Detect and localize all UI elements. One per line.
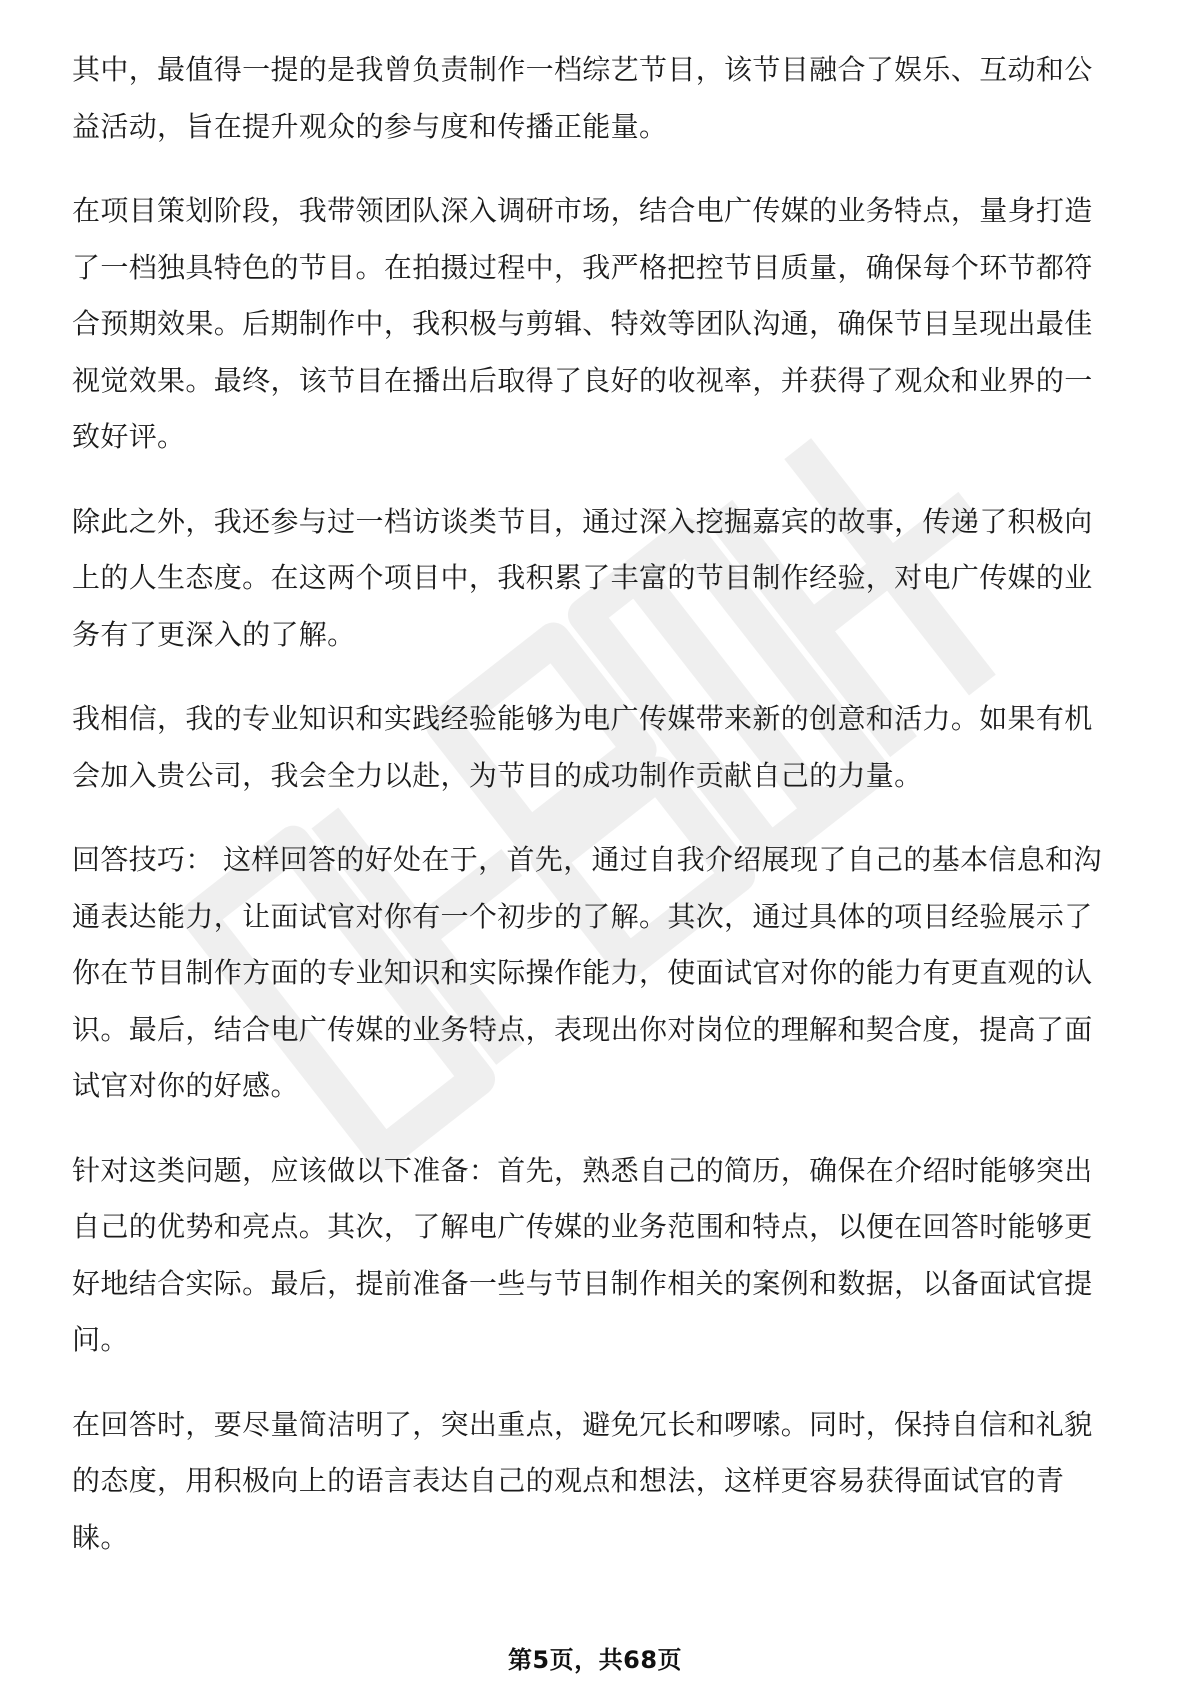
page-number: 第5页，共68页	[507, 1646, 683, 1674]
paragraph: 其中，最值得一提的是我曾负责制作一档综艺节目，该节目融合了娱乐、互动和公益活动，旨在提升观众的参与度和传播正能量。	[72, 53, 1093, 143]
paragraph-answer-tips: 回答技巧： 这样回答的好处在于，首先，通过自我介绍展现了自己的基本信息和沟通表达能力，让面试官对你有一个初步的了解。其次，通过具体的项目经验展示了你在节目制作方面的专业知识和实际操作能力，使面试官对你的能力有更直观的认识。最后，结合电广传媒的业务特点，表现出你对岗位的理解和契合度，提高了面试官对你的好感。	[72, 843, 1102, 1102]
paragraph: 在项目策划阶段，我带领团队深入调研市场，结合电广传媒的业务特点，量身打造了一档独具特色的节目。在拍摄过程中，我严格把控节目质量，确保每个环节都符合预期效果。后期制作中，我积极与剪辑、特效等团队沟通，确保节目呈现出最佳视觉效果。最终，该节目在播出后取得了良好的收视率，并获得了观众和业界的一致好评。	[72, 194, 1093, 453]
paragraph: 在回答时，要尽量简洁明了，突出重点，避免冗长和啰嗦。同时，保持自信和礼貌的态度，用积极向上的语言表达自己的观点和想法，这样更容易获得面试官的青睐。	[72, 1407, 1093, 1554]
paragraph: 我相信，我的专业知识和实践经验能够为电广传媒带来新的创意和活力。如果有机会加入贵公司，我会全力以赴，为节目的成功制作贡献自己的力量。	[72, 702, 1093, 792]
paragraph: 除此之外，我还参与过一档访谈类节目，通过深入挖掘嘉宾的故事，传递了积极向上的人生态度。在这两个项目中，我积累了丰富的节目制作经验，对电广传媒的业务有了更深入的了解。	[72, 504, 1093, 651]
paragraph: 针对这类问题，应该做以下准备：首先，熟悉自己的简历，确保在介绍时能够突出自己的优势和亮点。其次，了解电广传媒的业务范围和特点，以便在回答时能够更好地结合实际。最后，提前准备一些与节目制作相关的案例和数据，以备面试官提问。	[72, 1153, 1093, 1356]
document-body	[72, 42, 1118, 1594]
